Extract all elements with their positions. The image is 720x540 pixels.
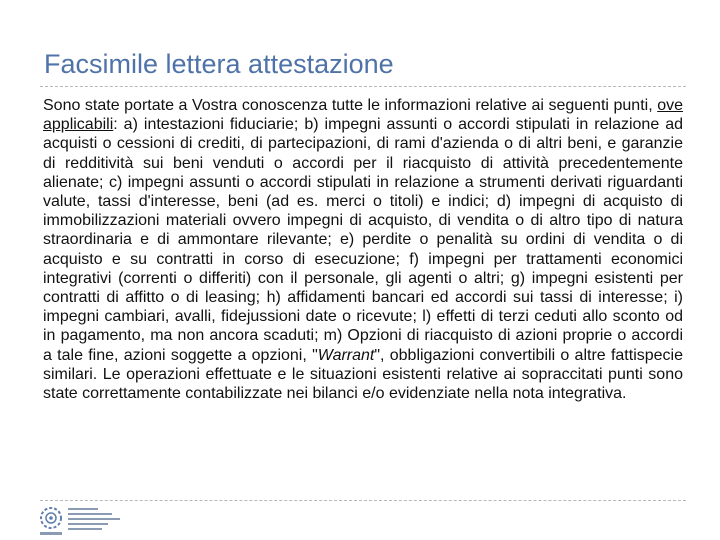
footer-divider (40, 500, 686, 501)
body-text-part3: : a) intestazioni fiduciarie; b) impegni assunti o accordi stipulati in relazione ad acquisti o cessioni di crediti, di partecipazioni, di rami d'azienda o di altri beni, e garanzie di redditività sui beni venduti o accordi per il riacquisto di attività precedentemente alienate; c) impegni assunti o accordi stipulati in relazione a strumenti derivati riguardanti valute, tassi d'interesse, beni (ad es. merci o titoli) e indici; d) impegni di acquisto di immobilizzazioni materiali ovvero impegni di acquisto, di vendita o di altro tipo di natura straordinaria e di ammontare rilevante; e) perdite o penalità su ordini di vendita o di acquisto e su contratti in corso di esecuzione; f) impegni per trattamenti economici integrativi (correnti o differiti) con il personale, gli agenti o altri; g) impegni esistenti per contratti di affitto o di leasing; h) affidamenti bancari ed accordi sui tassi di interesse; i) impegni cambiari, avalli, fidejussioni date o ricevute; l) effetti di terzi ceduti allo sconto od in pagamento, ma non ancora scaduti; m) Opzioni di riacquisto di azioni proprie o accordi a tale fine, azioni soggette a opzioni, " (43, 116, 683, 364)
footer-logo (36, 505, 166, 537)
university-logo-icon (36, 505, 66, 537)
body-text-part5: ", obbligazioni convertibili o altre fattispecie similari. Le operazioni effettuate e le situazioni esistenti relative ai sopraccitati punti sono state correttamente contabilizzate nei bilanci e/o evidenziate nella nota integrativa. (43, 346, 683, 403)
body-text-underlined: ove applicabili (43, 97, 683, 134)
body-text-part1: Sono state portate a Vostra conoscenza tutte le informazioni relative ai seguenti punti, (43, 97, 658, 114)
body-text-italic: Warrant (317, 346, 375, 364)
slide-body-text (43, 96, 683, 403)
title-divider (40, 86, 686, 87)
logo-wordmark (68, 508, 124, 533)
slide-title: Facsimile lettera attestazione (44, 49, 394, 79)
